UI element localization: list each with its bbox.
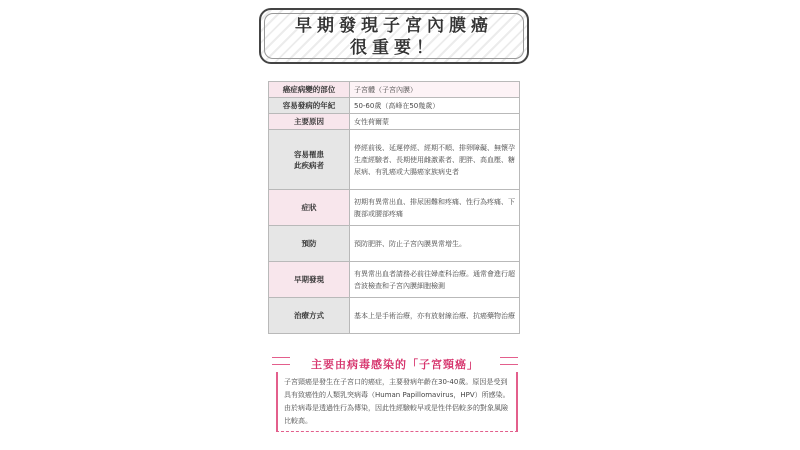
- row-value-site: 子宮體（子宮內膜）: [350, 82, 520, 98]
- table-row: [269, 82, 520, 98]
- subsection-title: 主要由病毒感染的「子宮頸癌」: [311, 358, 479, 371]
- row-label-treatment: 治療方式: [269, 298, 350, 334]
- row-value-cause: 女性荷爾蒙: [350, 114, 520, 130]
- heading-decoration-left: [272, 357, 290, 365]
- row-label-detection: 早期發現: [269, 262, 350, 298]
- row-value-risk: 停經前後、延遲停經、經期不順、排卵障礙、無懷孕生產經驗者、長期使用雌激素者、肥胖、高血壓、糖尿病、有乳癌或大腸癌家族病史者: [350, 130, 520, 190]
- table-row: [269, 298, 520, 334]
- table-row: [269, 130, 520, 190]
- row-label-age: 容易發病的年紀: [269, 98, 350, 114]
- table-row: [269, 98, 520, 114]
- table-row: [269, 226, 520, 262]
- table-row: [269, 114, 520, 130]
- row-label-prevention: 預防: [269, 226, 350, 262]
- title-line-1: 早期發現子宮內膜癌: [295, 16, 493, 36]
- row-value-age: 50-60歲（高峰在50幾歲）: [350, 98, 520, 114]
- row-value-prevention: 預防肥胖、防止子宮內膜異常增生。: [350, 226, 520, 262]
- row-label-risk: [269, 130, 350, 190]
- info-table: [268, 81, 520, 334]
- subsection-text: 子宮頸癌是發生在子宮口的癌症，主要發病年齡在30-40歲。原因是受到具有致癌性的人類乳突病毒（Human Papillomavirus，HPV）所感染。由於病毒是透過性行為傳染，因此性經驗較早或是性伴侶較多的對象風險比較高。: [284, 378, 510, 425]
- row-value-detection: 有異常出血者請務必前往婦產科治療。通常會進行超音波檢查和子宮內膜細胞檢測: [350, 262, 520, 298]
- risk-label-line-1: 容易罹患: [294, 149, 324, 159]
- row-label-cause: 主要原因: [269, 114, 350, 130]
- subsection-text-box: [276, 372, 518, 432]
- row-value-treatment: 基本上是手術治療，亦有放射線治療、抗癌藥物治療: [350, 298, 520, 334]
- row-label-symptom: 症狀: [269, 190, 350, 226]
- table-row: [269, 262, 520, 298]
- row-value-symptom: 初期有異常出血、排尿困難和疼痛、性行為疼痛、下腹部或腰部疼痛: [350, 190, 520, 226]
- table-row: [269, 190, 520, 226]
- risk-label-line-2: 此疾病者: [294, 160, 324, 170]
- title-line-2: 很重要！: [350, 38, 438, 58]
- title-banner: [259, 8, 529, 64]
- row-label-site: 癌症病變的部位: [269, 82, 350, 98]
- subsection-heading: [270, 353, 520, 371]
- heading-decoration-right: [500, 357, 518, 365]
